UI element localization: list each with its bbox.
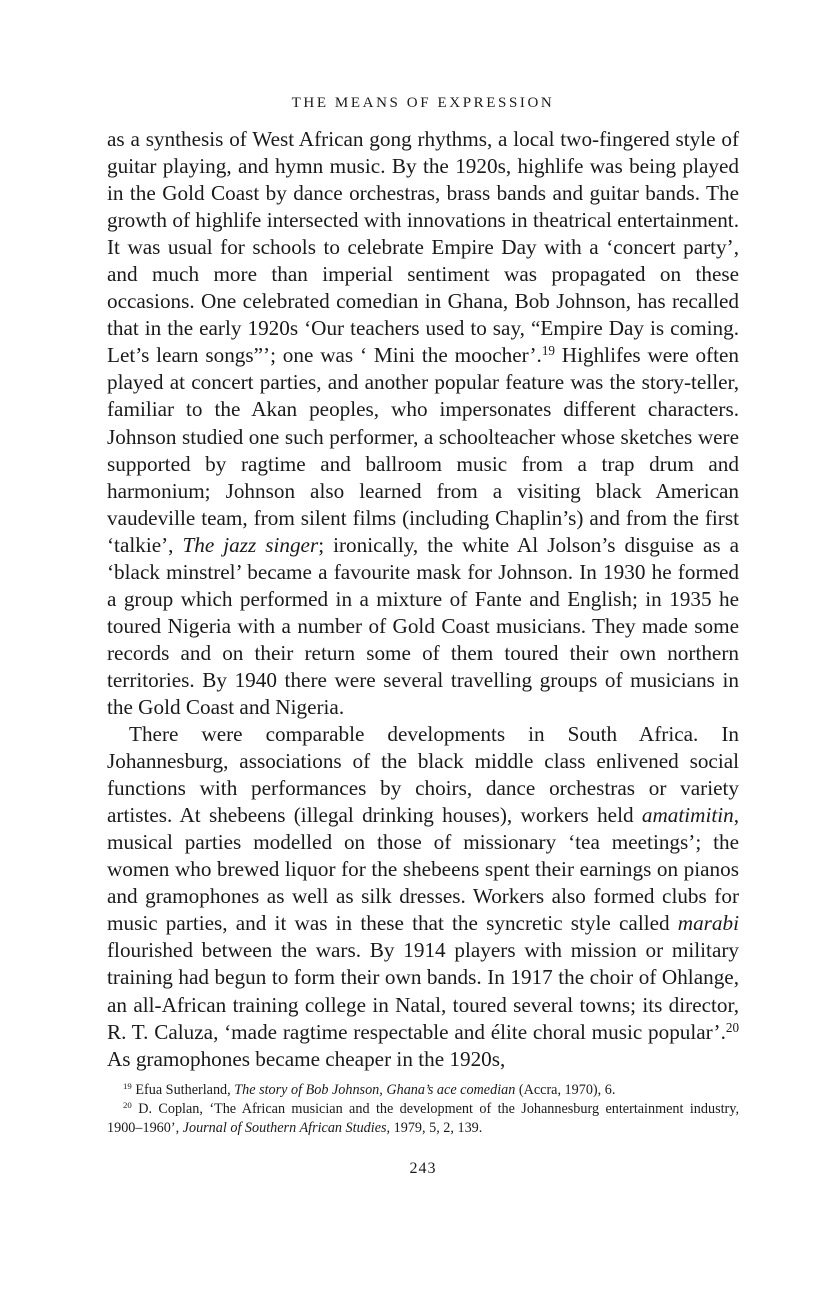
footnote-ref-20: 20 [725,1019,739,1035]
p2-text-b: , musical parties modelled on those of missionary ‘tea meetings’; the women who brewed liquor for the shebeens spent their earnings on pianos and gramophones as well as silk dresses. Workers also formed clubs for music parties, and it was in these that the syncretic style called [107,803,739,936]
footnote-text: Efua Sutherland, [131,1081,235,1098]
p2-text-a: There were comparable developments in South Africa. In Johannesburg, associations of the black middle class enlivened social functions with performances by choirs, dance orchestras or variety artistes. At shebeens (illegal drinking houses), workers held [107,722,739,828]
p1-text-a: as a synthesis of West African gong rhythms, a local two-fingered style of guitar playing, and hymn music. By the 1920s, highlife was being played in the Gold Coast by dance orchestras, brass bands and guitar bands. The growth of highlife intersected with innovations in theatrical entertainment. It was usual for schools to celebrate Empire Day with a ‘concert party’, and much more than imperial sentiment was propagated on these occasions. One celebrated comedian in Ghana, Bob Johnson, has recalled that in the early 1920s ‘Our teachers used to say, “Empire Day is coming. Let’s learn songs”’; one was ‘ Mini the moocher’. [107,127,739,368]
footnote-text: D. Coplan, ‘The African musician and the development of the Johannesburg entertainment industry, 1900–1960’, [107,1100,739,1136]
p1-text-c: ; ironically, the white Al Jolson’s disguise as a ‘black minstrel’ became a favourite mask for Johnson. In 1930 he formed a group which performed in a mixture of Fante and English; in 1935 he toured Nigeria with a number of Gold Coast musicians. They made some records and on their return some of them toured their own northern territories. By 1940 there were several travelling groups of musicians in the Gold Coast and Nigeria. [107,532,739,719]
term-marabi: marabi [677,911,739,936]
footnotes [107,1081,739,1138]
footnote-number: 19 [123,1080,132,1091]
film-title: The jazz singer [182,532,319,557]
footnote-19 [107,1081,739,1100]
footnote-text: , 1979, 5, 2, 139. [386,1119,483,1136]
footnote-text: (Accra, 1970), 6. [515,1081,616,1098]
page-number: 243 [409,1159,437,1177]
p1-text-b: Highlifes were often played at concert parties, and another popular feature was the story-teller, familiar to the Akan peoples, who impersonates different characters. Johnson studied one such performer, a schoolteacher whose sketches were supported by ragtime and ballroom music from a trap drum and harmonium; Johnson also learned from a visiting black American vaudeville team, from silent films (including Chaplin’s) and from the first ‘talkie’, [107,343,739,557]
footnote-number: 20 [123,1099,132,1110]
footnote-journal: Journal of Southern African Studies [182,1119,387,1136]
term-amatimitin: amatimitin [641,803,734,828]
paragraph-2 [107,721,739,1073]
running-head: THE MEANS OF EXPRESSION [291,95,555,111]
p2-text-c: flourished between the wars. By 1914 players with mission or military training had begun to form their own bands. In 1917 the choir of Ohlange, an all-African training college in Natal, toured several towns; its director, R. T. Caluza, ‘made ragtime respectable and élite choral music popular’. [107,938,739,1044]
paragraph-1 [107,126,739,721]
body-text [107,126,739,1073]
p2-text-d: As gramophones became cheaper in the 1920s, [107,1046,506,1071]
footnote-ref-19: 19 [541,343,555,359]
footnote-20 [107,1100,739,1138]
page [107,92,739,1178]
footnote-title: The story of Bob Johnson, Ghana’s ace comedian [234,1081,516,1098]
